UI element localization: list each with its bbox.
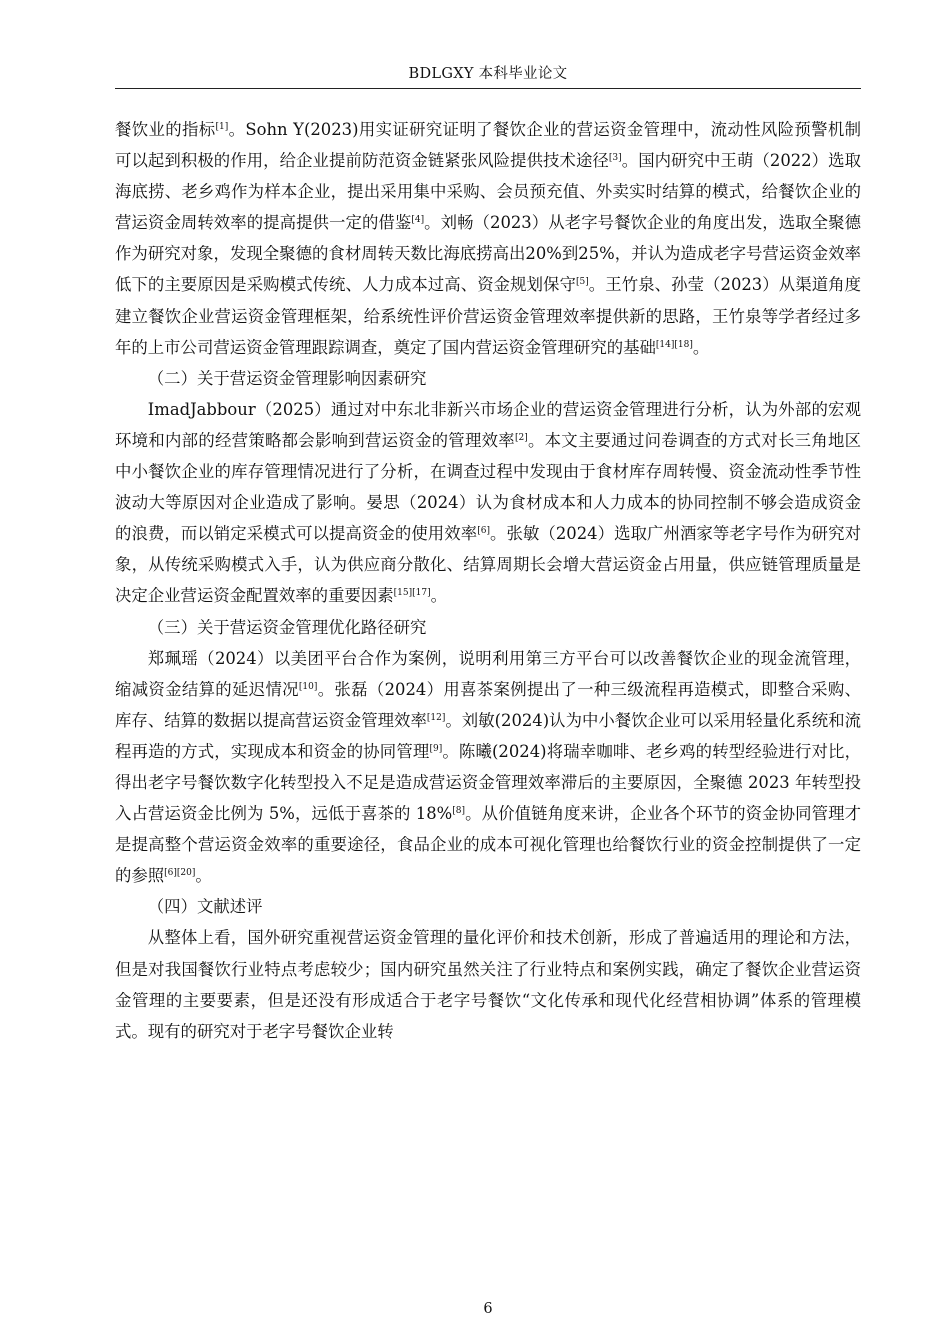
citation-marker: [5] — [575, 277, 589, 288]
text-run: 。刘敏(2024)认为中小餐饮企业可以采用轻量化系统和流程再造的方式，实现成本和资金的协同管理 — [115, 710, 861, 761]
body-paragraph — [115, 114, 861, 363]
section-heading: （三）关于营运资金管理优化路径研究 — [147, 617, 427, 637]
body-paragraph — [115, 643, 861, 892]
citation-marker: [2] — [514, 432, 528, 443]
text-run: 从整体上看，国外研究重视营运资金管理的量化评价和技术创新，形成了普遍适用的理论和方法，但是对我国餐饮行业特点考虑较少；国内研究虽然关注了行业特点和案例实践，确定了餐饮企业营运资金管理的主要要素，但是还没有形成适合于老字号餐饮“文化传承和现代化经营相协调”体系的管理模式。现有的研究对于老字号餐饮企业转 — [115, 928, 861, 1041]
citation-marker: [1] — [215, 122, 229, 132]
section-heading: （四）文献述评 — [147, 897, 263, 917]
text-run: 郑珮瑶（2024）以美团平台合作为案例，说明利用第三方平台可以改善餐饮企业的现金流管理，缩减资金结算的延迟情况 — [115, 648, 861, 699]
citation-marker: [14][18] — [655, 339, 693, 350]
header-rule — [115, 88, 861, 89]
citation-marker: [15][17] — [393, 588, 431, 599]
citation-marker: [4] — [411, 215, 425, 226]
text-run: 。陈曦(2024)将瑞幸咖啡、老乡鸡的转型经验进行对比，得出老字号餐饮数字化转型投入不足是造成营运资金管理效率滞后的主要原因，全聚德 2023 年转型投入占营运资金比例为 5%，远低于喜茶的 18% — [115, 741, 861, 824]
text-run: ImadJabbour（2025）通过对中东北非新兴市场企业的营运资金管理进行分析，认为外部的宏观环境和内部的经营策略都会影响到营运资金的管理效率 — [115, 399, 861, 450]
text-run: 。张磊（2024）用喜茶案例提出了一种三级流程再造模式，即整合采购、库存、结算的数据以提高营运资金管理效率 — [115, 679, 861, 730]
citation-marker: [6] — [477, 526, 490, 537]
text-run: 。 — [430, 586, 447, 606]
body-paragraph — [115, 394, 861, 612]
citation-marker: [10] — [298, 681, 318, 692]
text-run: 。Sohn Y(2023)用实证研究证明了餐饮企业的营运资金管理中，流动性风险预警机制可以起到积极的作用，给企业提前防范资金链紧张风险提供技术途径 — [115, 120, 862, 171]
citation-marker: [8] — [452, 806, 465, 817]
citation-marker: [6][20] — [164, 868, 196, 879]
text-run: 。国内研究中王萌（2022）选取海底捞、老乡鸡作为样本企业，提出采用集中采购、会员预充值、外卖实时结算的模式，给餐饮企业的营运资金周转效率的提高提供一定的借鉴 — [115, 151, 862, 233]
section-heading: （二）关于营运资金管理影响因素研究 — [147, 368, 427, 388]
text-run: 。本文主要通过问卷调查的方式对长三角地区中小餐饮企业的库存管理情况进行了分析，在调查过程中发现由于食材库存周转慢、资金流动性季节性波动大等原因对企业造成了影响。晏思（2024）认为食材成本和人力成本的协同控制不够会造成资金的浪费，而以销定采模式可以提高资金的使用效率 — [115, 430, 861, 544]
text-run: 。张敏（2024）选取广州酒家等老字号作为研究对象，从传统采购模式入手，认为供应商分散化、结算周期长会增大营运资金占用量，供应链管理质量是决定企业营运资金配置效率的重要因素 — [115, 524, 862, 606]
citation-marker: [12] — [426, 712, 446, 723]
citation-marker: [3] — [608, 153, 622, 164]
body-text — [115, 114, 861, 1047]
text-run: 。刘畅（2023）从老字号餐饮企业的角度出发，选取全聚德作为研究对象，发现全聚德的食材周转天数比海底捞高出20%到25%，并认为造成老字号营运资金效率低下的主要原因是采购模式传统、人力成本过高、资金规划保守 — [115, 213, 861, 295]
text-run: 。从价值链角度来讲，企业各个环节的资金协同管理才是提高整个营运资金效率的重要途径，食品企业的成本可视化管理也给餐饮行业的资金控制提供了一定的参照 — [115, 804, 862, 886]
text-run: 。 — [195, 866, 212, 886]
running-header: BDLGXY 本科毕业论文 — [408, 66, 568, 82]
text-run: 餐饮业的指标 — [115, 120, 216, 139]
citation-marker: [9] — [429, 743, 443, 754]
page-number: 6 — [483, 1301, 493, 1317]
text-run: 。 — [692, 337, 710, 357]
body-paragraph — [115, 922, 861, 1046]
text-run: 。王竹泉、孙莹（2023）从渠道角度建立餐饮企业营运资金管理框架，给系统性评价营运资金管理效率提供新的思路，王竹泉等学者经过多年的上市公司营运资金管理跟踪调查，奠定了国内营运资金管理研究的基础 — [115, 275, 862, 357]
